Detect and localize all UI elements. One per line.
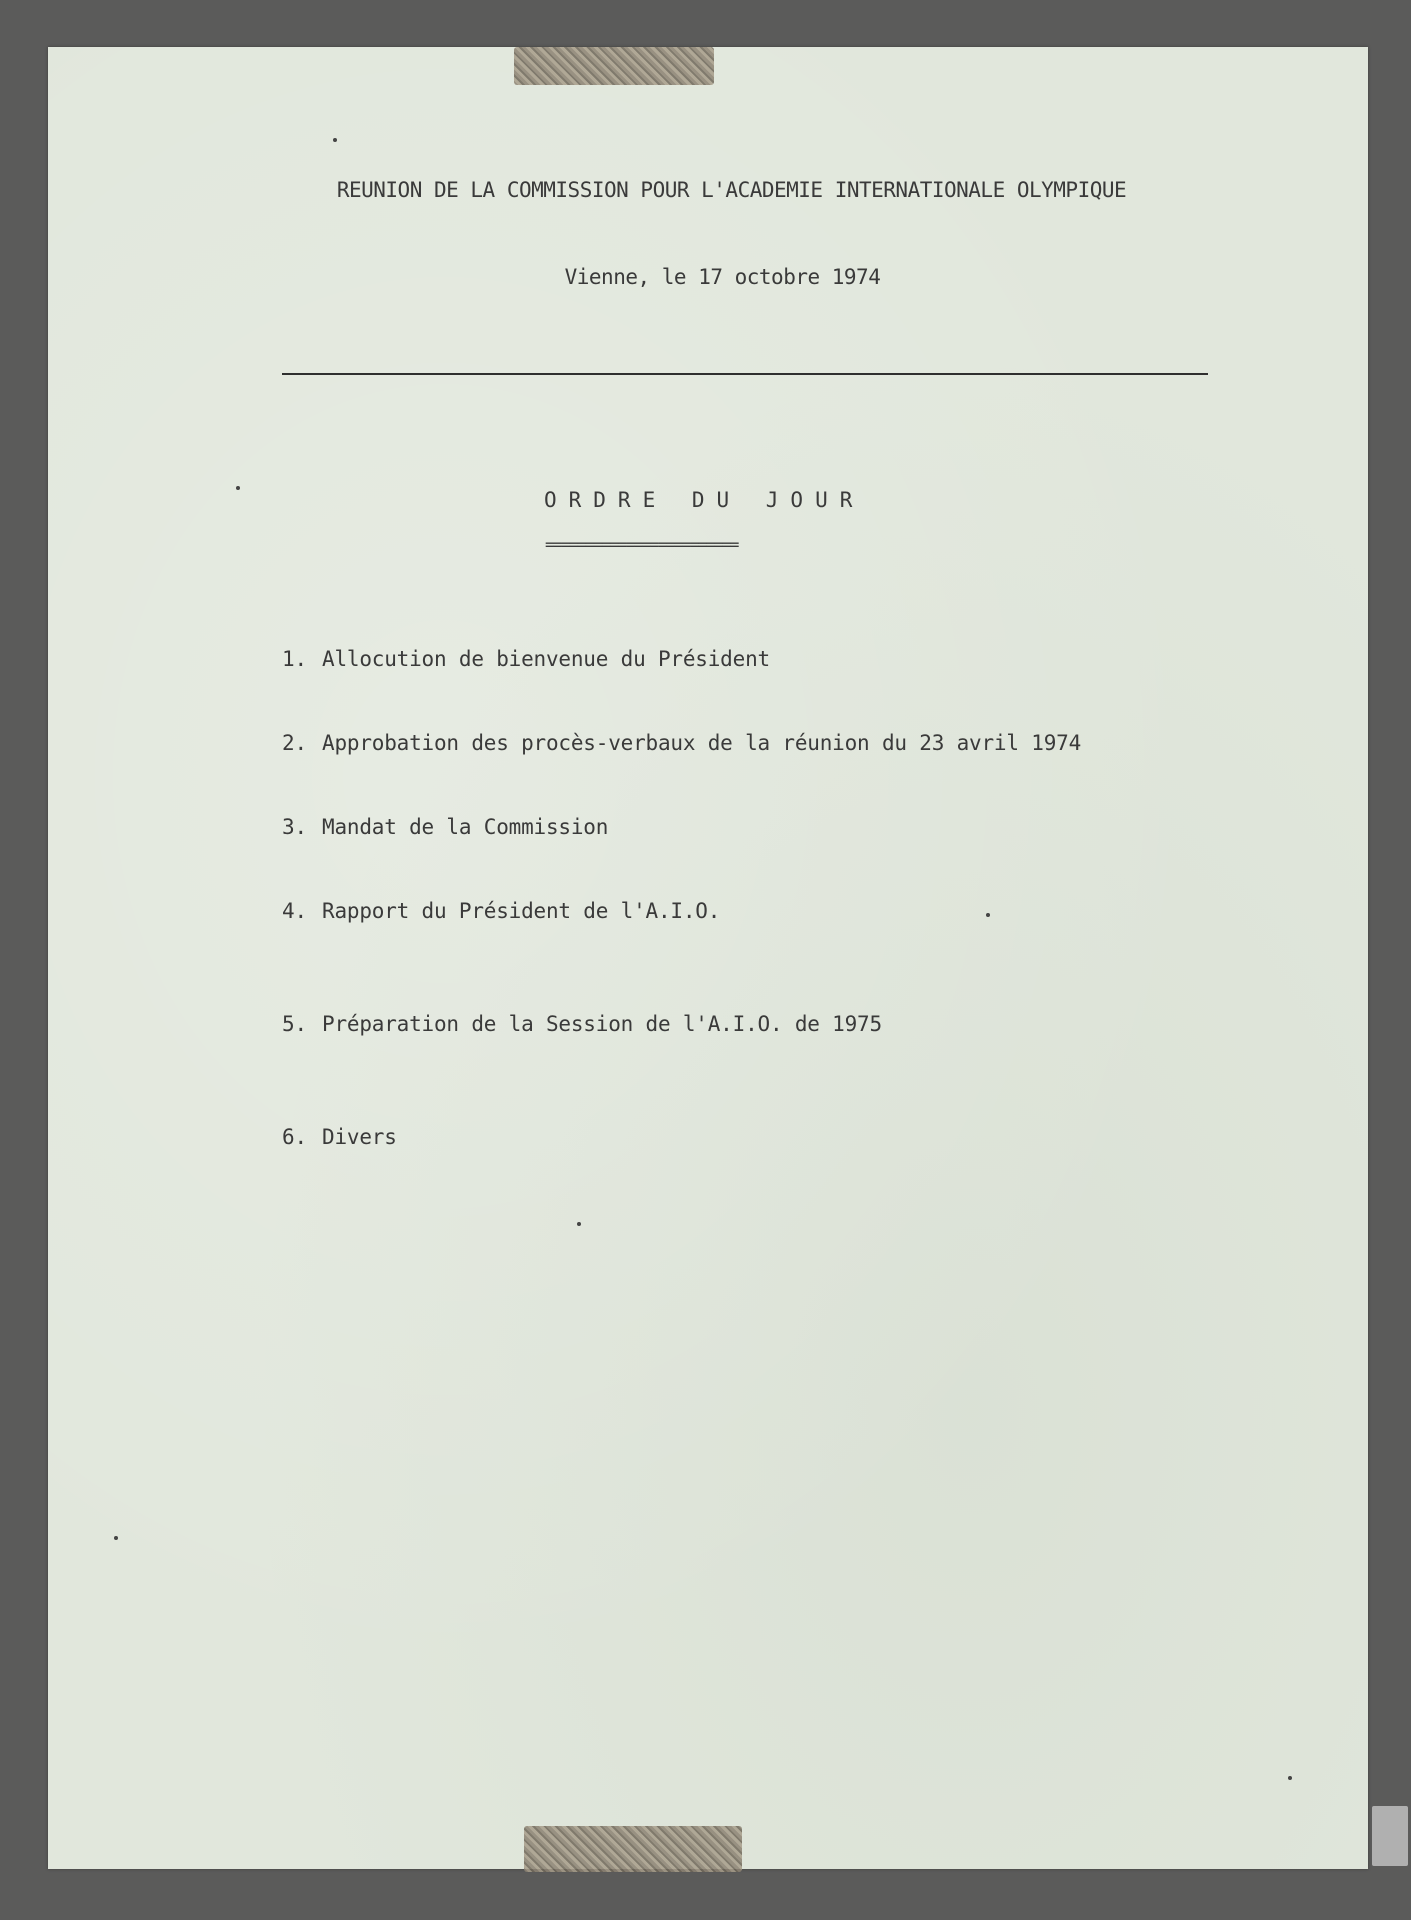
agenda-item-text: Rapport du Président de l'A.I.O. [322, 899, 721, 923]
agenda-item-text: Mandat de la Commission [322, 815, 609, 839]
paper-speck [577, 1222, 581, 1226]
paper-speck [1288, 1776, 1292, 1780]
paper-speck [333, 138, 337, 142]
agenda-item-number: 6. [282, 1125, 307, 1149]
agenda-item-number: 4. [282, 899, 307, 923]
agenda-item [282, 1012, 882, 1036]
agenda-item [282, 1125, 397, 1149]
tape-top [514, 47, 714, 85]
paper-sheet [48, 47, 1368, 1869]
agenda-item-number: 1. [282, 647, 307, 671]
agenda-underline: ======================== [545, 535, 738, 554]
agenda-item [282, 731, 1081, 755]
agenda-item [282, 647, 770, 671]
document-title: REUNION DE LA COMMISSION POUR L'ACADEMIE INTERNATIONALE OLYMPIQUE [336, 178, 1127, 202]
agenda-item-text: Allocution de bienvenue du Président [322, 647, 770, 671]
tape-bottom [524, 1826, 742, 1872]
paper-speck [114, 1536, 118, 1540]
agenda-item-number: 3. [282, 815, 307, 839]
agenda-item-text: Approbation des procès-verbaux de la réunion du 23 avril 1974 [322, 731, 1082, 755]
paper-speck [986, 913, 990, 917]
agenda-title: ORDRE DU JOUR [544, 488, 865, 512]
agenda-item [282, 815, 608, 839]
place-date: Vienne, le 17 octobre 1974 [564, 265, 881, 289]
horizontal-rule [282, 373, 1208, 375]
agenda-item-text: Divers [322, 1125, 397, 1149]
agenda-item-number: 5. [282, 1012, 307, 1036]
agenda-item-text: Préparation de la Session de l'A.I.O. de 1975 [322, 1012, 882, 1036]
agenda-item [282, 899, 720, 923]
archive-stamp [1372, 1806, 1408, 1866]
agenda-item-number: 2. [282, 731, 307, 755]
paper-speck [236, 486, 240, 490]
